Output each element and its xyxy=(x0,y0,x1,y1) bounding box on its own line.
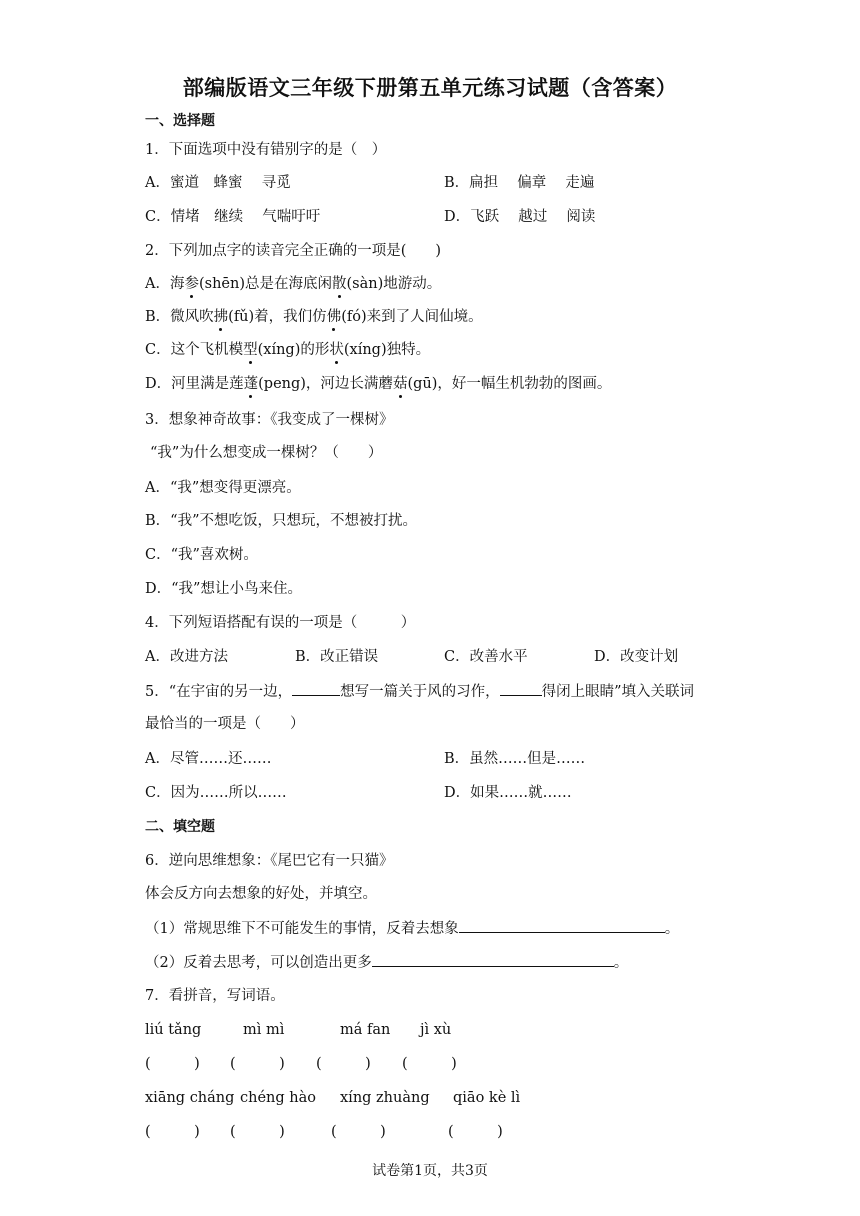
pinyin-5: xiāng cháng xyxy=(145,1090,235,1106)
pinyin-2: mì mì xyxy=(243,1022,285,1038)
option-text: (peng)，河边长满蘑 xyxy=(258,376,393,392)
question-2-option-d xyxy=(145,374,611,394)
option-text: (xíng)的形 xyxy=(257,342,330,358)
question-5-option-b: B．虽然……但是…… xyxy=(444,751,586,767)
fill-blank[interactable] xyxy=(292,681,340,696)
question-1-option-c: C．情堵 继续 气喘吁吁 xyxy=(145,209,321,225)
option-text: (xíng)独特。 xyxy=(343,342,431,358)
dotted-char: 菇 xyxy=(392,376,408,392)
question-2-option-b xyxy=(145,307,483,327)
pinyin-4: jì xù xyxy=(420,1022,452,1038)
question-6-part-1 xyxy=(145,918,679,939)
question-3-stem: 3．想象神奇故事：《我变成了一棵树》 xyxy=(145,412,394,428)
question-6-subtitle: 体会反方向去想象的好处，并填空。 xyxy=(145,886,377,902)
answer-bracket[interactable]: ( ) xyxy=(402,1056,457,1072)
question-1-stem: 1．下面选项中没有错别字的是（ ） xyxy=(145,142,387,158)
option-text: (gū)，好一幅生机勃勃的图画。 xyxy=(407,376,612,392)
dotted-char: 状 xyxy=(329,342,344,358)
dotted-char: 拂 xyxy=(213,309,229,325)
part-text: （1）常规思维下不可能发生的事情，反着去想象 xyxy=(145,921,459,937)
dotted-char: 参 xyxy=(184,276,199,292)
question-4-option-b: B．改正错误 xyxy=(295,649,379,665)
question-3-option-a: A．“我”想变得更漂亮。 xyxy=(145,480,301,496)
question-3-option-d: D．“我”想让小鸟来住。 xyxy=(145,581,302,597)
part-text: 。 xyxy=(613,955,629,971)
answer-bracket[interactable]: ( ) xyxy=(331,1124,386,1140)
stem-text: 5．“在宇宙的另一边， xyxy=(145,684,293,700)
question-3-subquestion: “我”为什么想变成一棵树？（ ） xyxy=(150,445,383,461)
page-title: 部编版语文三年级下册第五单元练习试题（含答案） xyxy=(182,76,678,100)
question-5-option-c: C．因为……所以…… xyxy=(145,785,287,801)
option-text: (fó)来到了人间仙境。 xyxy=(341,309,483,325)
question-1-option-d: D．飞跃 越过 阅读 xyxy=(444,209,596,225)
option-text: A．海 xyxy=(145,276,185,292)
question-1-option-b: B．扁担 偏章 走遍 xyxy=(444,175,595,191)
stem-text: 得闭上眼睛”填入关联词 xyxy=(541,684,695,700)
question-3-option-b: B．“我”不想吃饭，只想玩，不想被打扰。 xyxy=(145,513,417,529)
question-3-option-c: C．“我”喜欢树。 xyxy=(145,547,258,563)
dotted-char: 散 xyxy=(332,276,347,292)
option-text: (shēn)总是在海底闲 xyxy=(198,276,332,292)
question-4-option-c: C．改善水平 xyxy=(444,649,528,665)
dotted-char: 佛 xyxy=(326,309,342,325)
page-footer: 试卷第1页，共3页 xyxy=(372,1163,488,1179)
question-1-option-a: A．蜜道 蜂蜜 寻觅 xyxy=(145,175,291,191)
question-5-stem xyxy=(145,681,694,702)
pinyin-8: qiāo kè lì xyxy=(453,1090,521,1106)
question-5-option-a: A．尽管……还…… xyxy=(145,751,272,767)
answer-bracket[interactable]: ( ) xyxy=(230,1056,285,1072)
question-4-stem: 4．下列短语搭配有误的一项是（ ） xyxy=(145,615,416,631)
fill-blank[interactable] xyxy=(372,952,614,967)
part-text: 。 xyxy=(664,921,680,937)
part-text: （2）反着去思考，可以创造出更多 xyxy=(145,955,372,971)
pinyin-7: xíng zhuàng xyxy=(340,1090,430,1106)
question-4-option-a: A．改进方法 xyxy=(145,649,228,665)
dotted-char: 蓬 xyxy=(243,376,259,392)
option-text: (sàn)地游动。 xyxy=(346,276,442,292)
question-6-part-2 xyxy=(145,952,628,973)
question-5-option-d: D．如果……就…… xyxy=(444,785,572,801)
option-text: B．微风吹 xyxy=(145,309,214,325)
fill-blank[interactable] xyxy=(459,918,665,933)
answer-bracket[interactable]: ( ) xyxy=(230,1124,285,1140)
answer-bracket[interactable]: ( ) xyxy=(145,1056,200,1072)
section-heading-choice: 一、选择题 xyxy=(145,113,215,129)
option-text: (fǔ)着，我们仿 xyxy=(228,309,327,325)
question-2-option-c xyxy=(145,340,430,360)
pinyin-6: chéng hào xyxy=(240,1090,316,1106)
question-7-stem: 7．看拼音，写词语。 xyxy=(145,988,285,1004)
question-5-stem-line2: 最恰当的一项是（ ） xyxy=(145,716,305,732)
answer-bracket[interactable]: ( ) xyxy=(316,1056,371,1072)
answer-bracket[interactable]: ( ) xyxy=(145,1124,200,1140)
option-text: D．河里满是莲 xyxy=(145,376,244,392)
fill-blank[interactable] xyxy=(500,681,542,696)
answer-bracket[interactable]: ( ) xyxy=(448,1124,503,1140)
question-2-option-a xyxy=(145,274,441,294)
question-2-stem: 2．下列加点字的读音完全正确的一项是( ) xyxy=(145,243,442,259)
section-heading-fill: 二、填空题 xyxy=(145,819,215,835)
question-6-stem: 6．逆向思维想象：《尾巴它有一只猫》 xyxy=(145,853,394,869)
stem-text: 想写一篇关于风的习作， xyxy=(340,684,500,700)
pinyin-1: liú tǎng xyxy=(145,1022,202,1038)
dotted-char: 型 xyxy=(243,342,258,358)
question-4-option-d: D．改变计划 xyxy=(594,649,679,665)
pinyin-3: má fan xyxy=(340,1022,391,1038)
option-text: C．这个飞机模 xyxy=(145,342,244,358)
